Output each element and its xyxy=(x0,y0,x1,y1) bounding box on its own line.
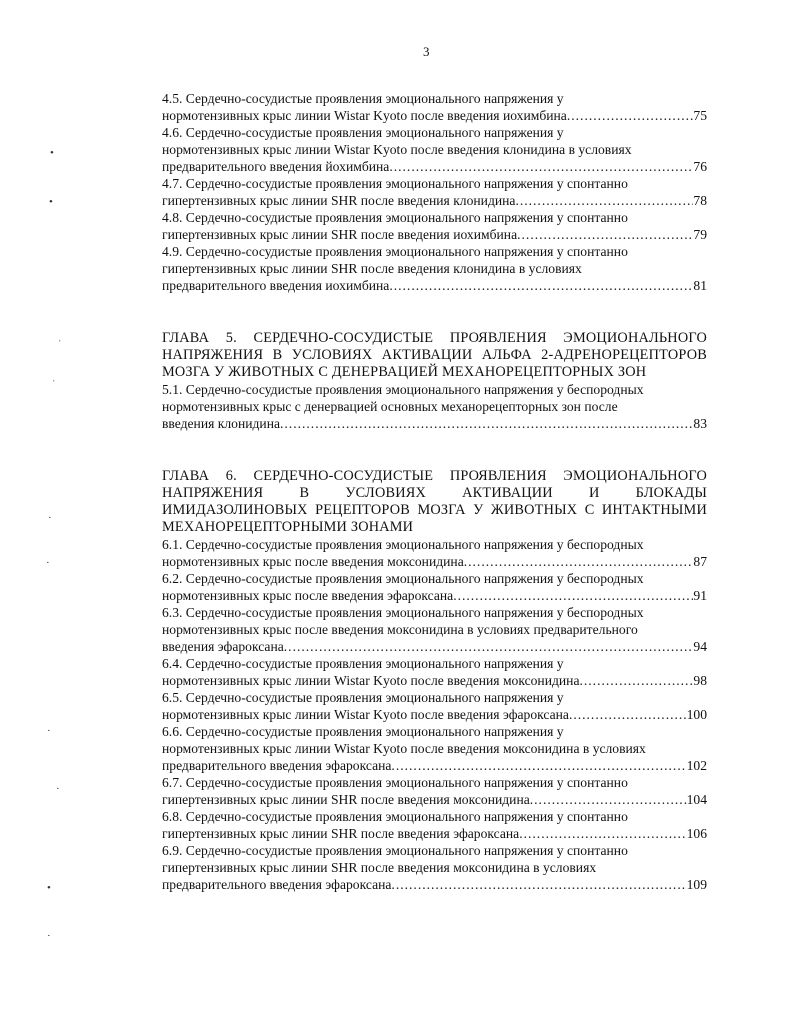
dot-leader xyxy=(389,158,693,175)
toc-entry-text: введения эфароксана xyxy=(162,639,284,654)
toc-entry-last-line xyxy=(162,192,707,209)
toc-entry[interactable] xyxy=(162,243,707,294)
toc-entry[interactable] xyxy=(162,723,707,774)
chapter-heading xyxy=(162,330,707,381)
toc-page-number: 104 xyxy=(686,792,707,807)
toc-entry-line: 6.3. Сердечно-сосудистые проявления эмоционального напряжения у беспородных xyxy=(162,605,644,620)
toc-entry-text: нормотензивных крыс линии Wistar Kyoto после введения моксонидина xyxy=(162,673,580,688)
toc-entry-line: гипертензивных крыс линии SHR после введения моксонидина в условиях xyxy=(162,860,597,875)
toc-page-number: 98 xyxy=(693,673,707,688)
chapter-heading-line: ГЛАВА 6. СЕРДЕЧНО-СОСУДИСТЫЕ ПРОЯВЛЕНИЯ ЭМОЦИОНАЛЬНОГО xyxy=(162,468,707,484)
toc-page-number: 79 xyxy=(693,227,707,242)
toc-entry-line: 6.1. Сердечно-сосудистые проявления эмоционального напряжения у беспородных xyxy=(162,537,644,552)
toc-entry-last-line xyxy=(162,638,707,655)
dot-leader xyxy=(391,876,686,893)
toc-entry[interactable] xyxy=(162,209,707,243)
toc-entry-line: нормотензивных крыс с денервацией основных механорецепторных зон после xyxy=(162,399,618,414)
toc-entry[interactable] xyxy=(162,536,707,570)
dot-leader xyxy=(391,757,686,774)
toc-page-number: 102 xyxy=(686,758,707,773)
toc-entry[interactable] xyxy=(162,689,707,723)
toc-entry-last-line xyxy=(162,107,707,124)
chapter-heading-line: МОЗГА У ЖИВОТНЫХ С ДЕНЕРВАЦИЕЙ МЕХАНОРЕЦЕПТОРНЫХ ЗОН xyxy=(162,364,647,380)
toc-entry-text: предварительного введения эфароксана xyxy=(162,877,392,892)
toc-page-number: 75 xyxy=(693,108,707,123)
dot-leader xyxy=(579,672,693,689)
scan-mark: • xyxy=(50,147,54,159)
toc-entry-line: 6.4. Сердечно-сосудистые проявления эмоционального напряжения у xyxy=(162,656,564,671)
toc-page-number: 87 xyxy=(693,554,707,569)
dot-leader xyxy=(464,553,694,570)
toc-entry-line: 6.9. Сердечно-сосудистые проявления эмоционального напряжения у спонтанно xyxy=(162,843,628,858)
toc-entry[interactable] xyxy=(162,124,707,175)
toc-page-number: 76 xyxy=(693,159,707,174)
scan-mark: · xyxy=(56,783,60,795)
toc-entry-line: 4.9. Сердечно-сосудистые проявления эмоционального напряжения у спонтанно xyxy=(162,244,628,259)
table-of-contents xyxy=(162,90,707,893)
toc-entry-text: предварительного введения йохимбина xyxy=(162,159,390,174)
toc-entry-last-line xyxy=(162,791,707,808)
toc-entry[interactable] xyxy=(162,774,707,808)
toc-entry-line: нормотензивных крыс линии Wistar Kyoto после введения клонидина в условиях xyxy=(162,142,632,157)
toc-entry-last-line xyxy=(162,876,707,893)
toc-entry-last-line xyxy=(162,553,707,570)
toc-entry-last-line xyxy=(162,277,707,294)
toc-entry-line: 4.8. Сердечно-сосудистые проявления эмоционального напряжения у спонтанно xyxy=(162,210,628,225)
dot-leader xyxy=(569,706,687,723)
toc-entry-text: нормотензивных крыс после введения эфароксана xyxy=(162,588,454,603)
toc-entry-last-line xyxy=(162,415,707,432)
scan-mark: • xyxy=(49,196,53,208)
toc-entry-line: 6.6. Сердечно-сосудистые проявления эмоционального напряжения у xyxy=(162,724,564,739)
dot-leader xyxy=(515,192,693,209)
dot-leader xyxy=(284,638,694,655)
toc-entry[interactable] xyxy=(162,842,707,893)
scan-mark: ˌ xyxy=(52,370,56,382)
toc-page-number: 94 xyxy=(693,639,707,654)
toc-entry-line: 4.5. Сердечно-сосудистые проявления эмоционального напряжения у xyxy=(162,91,564,106)
dot-leader xyxy=(453,587,693,604)
dot-leader xyxy=(389,277,693,294)
chapter-heading-line: МЕХАНОРЕЦЕПТОРНЫМИ ЗОНАМИ xyxy=(162,519,414,535)
toc-entry-text: гипертензивных крыс линии SHR после введения моксонидина xyxy=(162,792,530,807)
toc-entry-text: нормотензивных крыс линии Wistar Kyoto после введения иохимбина xyxy=(162,108,567,123)
toc-entry-line: 6.8. Сердечно-сосудистые проявления эмоционального напряжения у спонтанно xyxy=(162,809,628,824)
toc-entry-last-line xyxy=(162,706,707,723)
toc-page-number: 91 xyxy=(693,588,707,603)
toc-entry[interactable] xyxy=(162,175,707,209)
toc-entry[interactable] xyxy=(162,381,707,432)
scan-mark: ˌ xyxy=(58,330,62,342)
toc-entry-line: 5.1. Сердечно-сосудистые проявления эмоционального напряжения у беспородных xyxy=(162,382,644,397)
toc-entry[interactable] xyxy=(162,604,707,655)
toc-entry[interactable] xyxy=(162,808,707,842)
scan-mark: · xyxy=(46,557,50,569)
dot-leader xyxy=(280,415,693,432)
toc-entry-last-line xyxy=(162,587,707,604)
toc-entry[interactable] xyxy=(162,655,707,689)
scan-mark: • xyxy=(47,882,51,894)
dot-leader xyxy=(567,107,694,124)
toc-entry-line: нормотензивных крыс линии Wistar Kyoto после введения моксонидина в условиях xyxy=(162,741,646,756)
toc-entry-last-line xyxy=(162,757,707,774)
scan-mark: · xyxy=(47,930,51,942)
toc-entry-line: 4.7. Сердечно-сосудистые проявления эмоционального напряжения у спонтанно xyxy=(162,176,628,191)
toc-entry-text: нормотензивных крыс после введения моксонидина xyxy=(162,554,464,569)
toc-entry-text: введения клонидина xyxy=(162,416,280,431)
toc-entry-last-line xyxy=(162,672,707,689)
toc-entry-line: 4.6. Сердечно-сосудистые проявления эмоционального напряжения у xyxy=(162,125,564,140)
page-number: 3 xyxy=(423,44,430,59)
toc-entry[interactable] xyxy=(162,90,707,124)
toc-entry-line: гипертензивных крыс линии SHR после введения клонидина в условиях xyxy=(162,261,582,276)
dot-leader xyxy=(519,825,686,842)
toc-entry-text: гипертензивных крыс линии SHR после введения клонидина xyxy=(162,193,516,208)
toc-entry-text: предварительного введения эфароксана xyxy=(162,758,392,773)
toc-page-number: 78 xyxy=(693,193,707,208)
scan-mark: · xyxy=(47,725,51,737)
toc-entry-text: предварительного введения иохимбина xyxy=(162,278,390,293)
toc-entry[interactable] xyxy=(162,570,707,604)
toc-entry-line: нормотензивных крыс после введения моксонидина в условиях предварительного xyxy=(162,622,638,637)
toc-entry-line: 6.7. Сердечно-сосудистые проявления эмоционального напряжения у спонтанно xyxy=(162,775,628,790)
chapter-heading-line: ИМИДАЗОЛИНОВЫХ РЕЦЕПТОРОВ МОЗГА У ЖИВОТНЫХ С ИНТАКТНЫМИ xyxy=(162,502,707,518)
chapter-heading xyxy=(162,468,707,536)
toc-page-number: 100 xyxy=(686,707,707,722)
toc-page-number: 109 xyxy=(686,877,707,892)
chapter-heading-line: НАПРЯЖЕНИЯ В УСЛОВИЯХ АКТИВАЦИИ АЛЬФА 2-АДРЕНОРЕЦЕПТОРОВ xyxy=(162,347,707,363)
toc-entry-text: гипертензивных крыс линии SHR после введения эфароксана xyxy=(162,826,520,841)
toc-page-number: 106 xyxy=(686,826,707,841)
toc-entry-last-line xyxy=(162,825,707,842)
scan-mark: · xyxy=(48,512,52,524)
chapter-heading-line: НАПРЯЖЕНИЯ В УСЛОВИЯХ АКТИВАЦИИ И БЛОКАДЫ xyxy=(162,485,707,501)
toc-entry-line: 6.5. Сердечно-сосудистые проявления эмоционального напряжения у xyxy=(162,690,564,705)
chapter-heading-line: ГЛАВА 5. СЕРДЕЧНО-СОСУДИСТЫЕ ПРОЯВЛЕНИЯ ЭМОЦИОНАЛЬНОГО xyxy=(162,330,707,346)
dot-leader xyxy=(517,226,693,243)
toc-page-number: 81 xyxy=(693,278,707,293)
toc-entry-last-line xyxy=(162,158,707,175)
toc-entry-line: 6.2. Сердечно-сосудистые проявления эмоционального напряжения у беспородных xyxy=(162,571,644,586)
toc-page-number: 83 xyxy=(693,416,707,431)
toc-entry-text: гипертензивных крыс линии SHR после введения иохимбина xyxy=(162,227,518,242)
toc-entry-text: нормотензивных крыс линии Wistar Kyoto после введения эфароксана xyxy=(162,707,569,722)
toc-entry-last-line xyxy=(162,226,707,243)
dot-leader xyxy=(530,791,687,808)
